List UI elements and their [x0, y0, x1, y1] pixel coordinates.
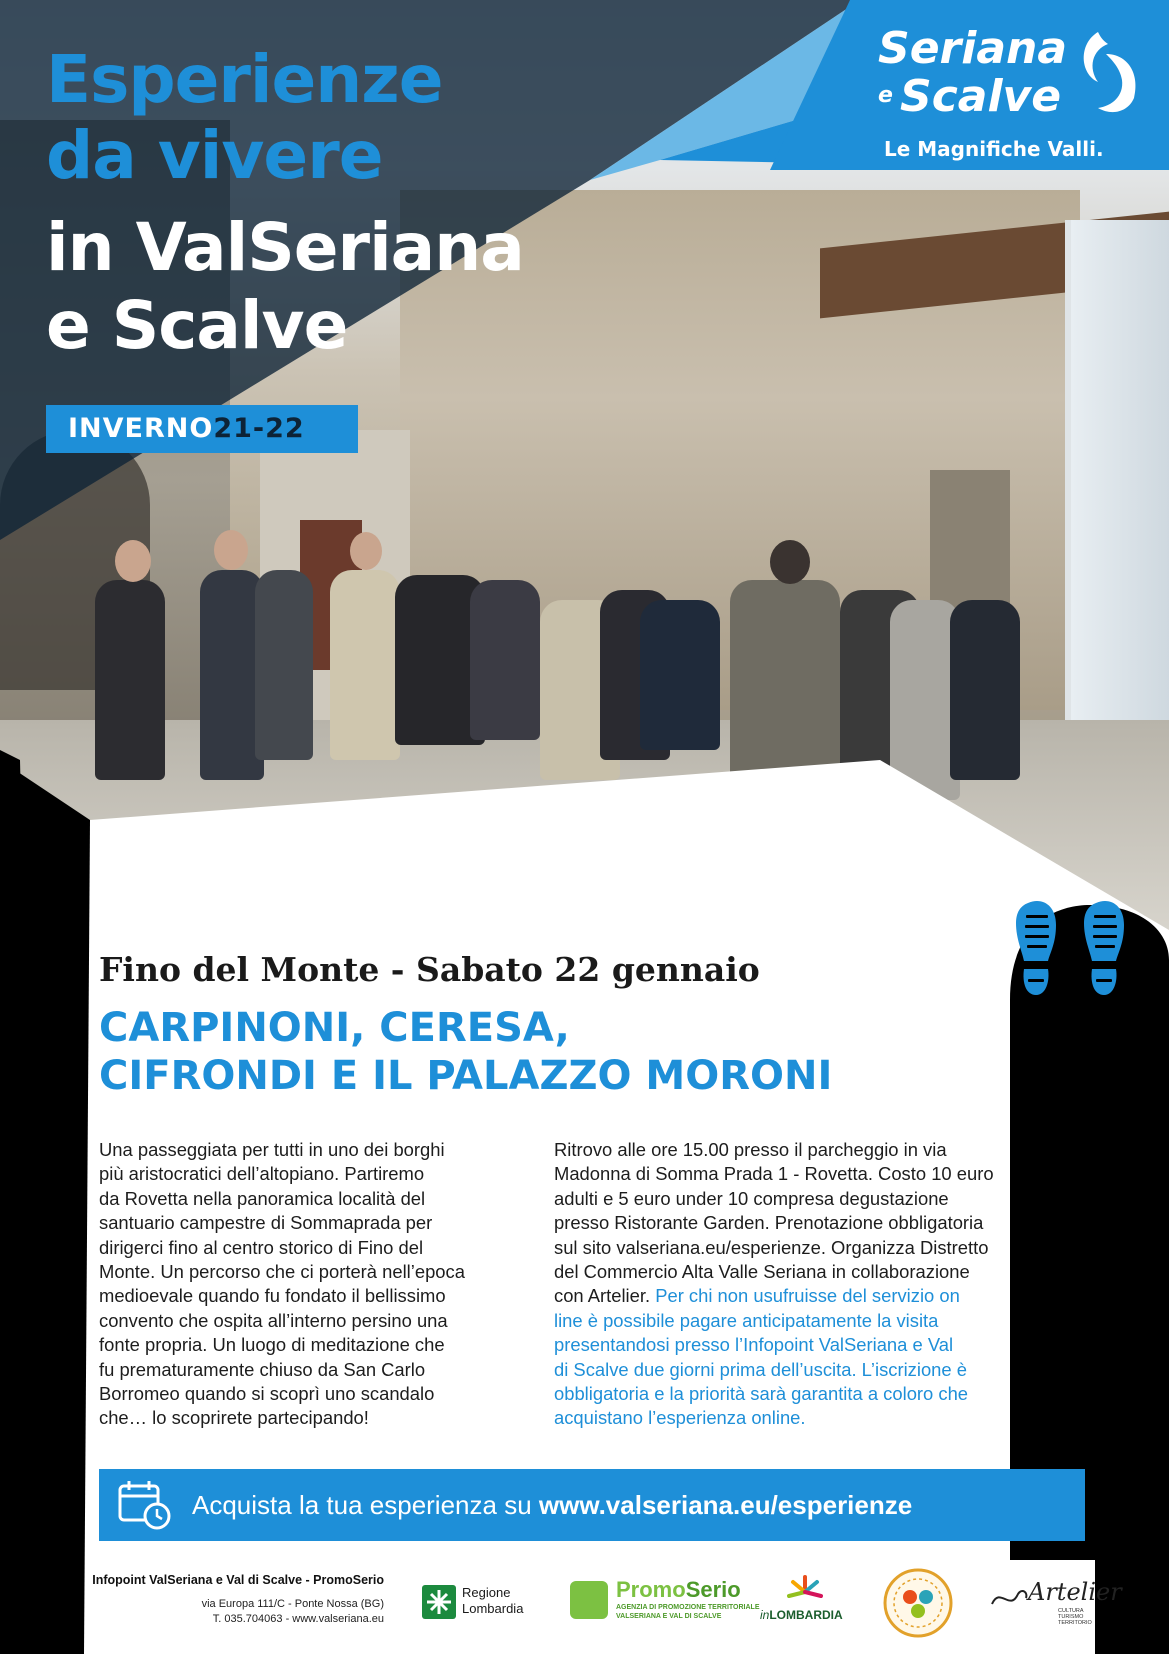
- event-title-line-2: CIFRONDI E IL PALAZZO MORONI: [99, 1053, 833, 1099]
- event-description: [99, 1138, 497, 1431]
- white-wedge: [0, 760, 1169, 930]
- details-line: Ritrovo alle ore 15.00 presso il parcheggio in via: [554, 1139, 947, 1160]
- description-line: fu prematuramente chiuso da San Carlo: [99, 1358, 426, 1380]
- cta-link[interactable]: www.valseriana.eu/esperienze: [538, 1490, 913, 1520]
- promoserio-name-b: Serio: [685, 1577, 741, 1602]
- brand-logo: [878, 22, 1148, 172]
- artelier-swirl-icon: [990, 1584, 1030, 1614]
- brand-scalve: Scalve: [900, 71, 1062, 122]
- details-line-end: con Artelier.: [554, 1285, 651, 1307]
- description-line: santuario campestre di Sommaprada per: [99, 1212, 433, 1234]
- goat-horn-icon: [1068, 24, 1148, 124]
- infopoint-address: via Europa 111/C - Ponte Nossa (BG): [201, 1598, 384, 1610]
- season-years: 21-22: [213, 413, 305, 444]
- cta-text: [192, 1469, 912, 1541]
- promoserio-name: [616, 1577, 741, 1603]
- infopoint-name: Infopoint ValSeriana e Val di Scalve - PromoSerio: [92, 1573, 384, 1587]
- regione-line-2: Lombardia: [462, 1601, 524, 1616]
- description-line: da Rovetta nella panoramica località del: [99, 1187, 426, 1209]
- details-highlight-line: di Scalve due giorni prima dell’uscita. L’iscrizione è: [554, 1358, 967, 1380]
- brand-e: e: [878, 83, 893, 108]
- inlombardia-text: [760, 1608, 843, 1622]
- artelier-sub-1: CULTURA: [1058, 1608, 1084, 1614]
- headline-line-3: in ValSeriana: [46, 209, 524, 286]
- details-highlight-line: presentandosi presso l’Infopoint ValSeriana e Val: [554, 1334, 954, 1356]
- brand-tagline: Le Magnifiche Valli.: [884, 137, 1104, 161]
- promoserio-mark: [570, 1581, 608, 1619]
- inlombardia-star-icon: [785, 1574, 825, 1608]
- event-place-date: Fino del Monte - Sabato 22 gennaio: [99, 950, 760, 989]
- artelier-sub-3: TERRITORIO: [1058, 1620, 1092, 1626]
- details-highlight-line: acquistano l’esperienza online.: [554, 1407, 806, 1429]
- distretto-commercio-seal-icon: [882, 1567, 954, 1639]
- infopoint-contact: T. 035.704063 - www.valseriana.eu: [212, 1613, 384, 1625]
- calendar-clock-icon: [117, 1478, 173, 1532]
- details-line: del Commercio Alta Valle Seriana in collaborazione: [554, 1261, 970, 1283]
- description-line: più aristocratici dell’altopiano. Partiremo: [99, 1163, 425, 1185]
- description-line: medioevale quando fu fondato il bellissimo: [99, 1285, 446, 1307]
- description-line: che… lo scoprirete partecipando!: [99, 1407, 369, 1429]
- footprints-icon: [1010, 895, 1150, 1005]
- regione-lombardia-mark: [422, 1585, 456, 1619]
- event-title: [99, 1004, 832, 1100]
- headline-line-4: e Scalve: [46, 287, 348, 364]
- details-line: adulti e 5 euro under 10 compresa degustazione: [554, 1187, 949, 1209]
- promoserio-name-a: Promo: [616, 1577, 686, 1602]
- artelier-logo: [990, 1578, 1122, 1626]
- details-line: presso Ristorante Garden. Prenotazione obbligatoria: [554, 1212, 984, 1234]
- details-highlight-start: Per chi non usufruisse del servizio on: [650, 1285, 960, 1307]
- event-title-line-1: CARPINONI, CERESA,: [99, 1005, 570, 1051]
- cta-banner[interactable]: [99, 1469, 1085, 1541]
- brand-seriana: Seriana: [878, 23, 1068, 74]
- event-details: [554, 1138, 1079, 1431]
- details-highlight-line: obbligatoria e la priorità sarà garantita a coloro che: [554, 1383, 969, 1405]
- details-line: sul sito valseriana.eu/esperienze. Organizza Distretto: [554, 1236, 989, 1258]
- season-badge: [46, 405, 358, 453]
- headline-line-2: da vivere: [46, 117, 383, 194]
- details-line: Madonna di Somma Prada 1 - Rovetta. Costo 10 euro: [554, 1163, 994, 1185]
- inlombardia-logo: [755, 1574, 855, 1626]
- description-line: dirigerci fino al centro storico di Fino del: [99, 1236, 424, 1258]
- details-line-mixed: [554, 1284, 1079, 1308]
- description-line: Una passeggiata per tutti in uno dei borghi: [99, 1139, 445, 1160]
- regione-line-1: Regione: [462, 1585, 511, 1600]
- artelier-sub-2: TURISMO: [1058, 1614, 1084, 1620]
- regione-lombardia-logo: [422, 1582, 540, 1622]
- description-line: Borromeo quando si scoprì uno scandalo: [99, 1383, 435, 1405]
- season-label: INVERNO: [68, 413, 214, 444]
- promoserio-logo: [570, 1577, 760, 1623]
- description-line: convento che ospita all’interno persino una: [99, 1309, 448, 1331]
- inlombardia-text-a: in: [760, 1608, 770, 1622]
- inlombardia-text-b: LOMBARDIA: [769, 1608, 843, 1622]
- description-line: fonte propria. Un luogo di meditazione che: [99, 1334, 445, 1356]
- promoserio-sub-1: AGENZIA DI PROMOZIONE TERRITORIALE: [616, 1604, 760, 1611]
- details-highlight-line: line è possibile pagare anticipatamente la visita: [554, 1309, 939, 1331]
- artelier-name: Artelier: [1028, 1578, 1122, 1606]
- cta-label: Acquista la tua esperienza su: [192, 1490, 539, 1520]
- headline-line-1: Esperienze: [46, 41, 443, 118]
- description-line: Monte. Un percorso che ci porterà nell’epoca: [99, 1261, 465, 1283]
- promoserio-sub-2: VALSERIANA E VAL DI SCALVE: [616, 1613, 722, 1620]
- artelier-sub: [1058, 1608, 1092, 1626]
